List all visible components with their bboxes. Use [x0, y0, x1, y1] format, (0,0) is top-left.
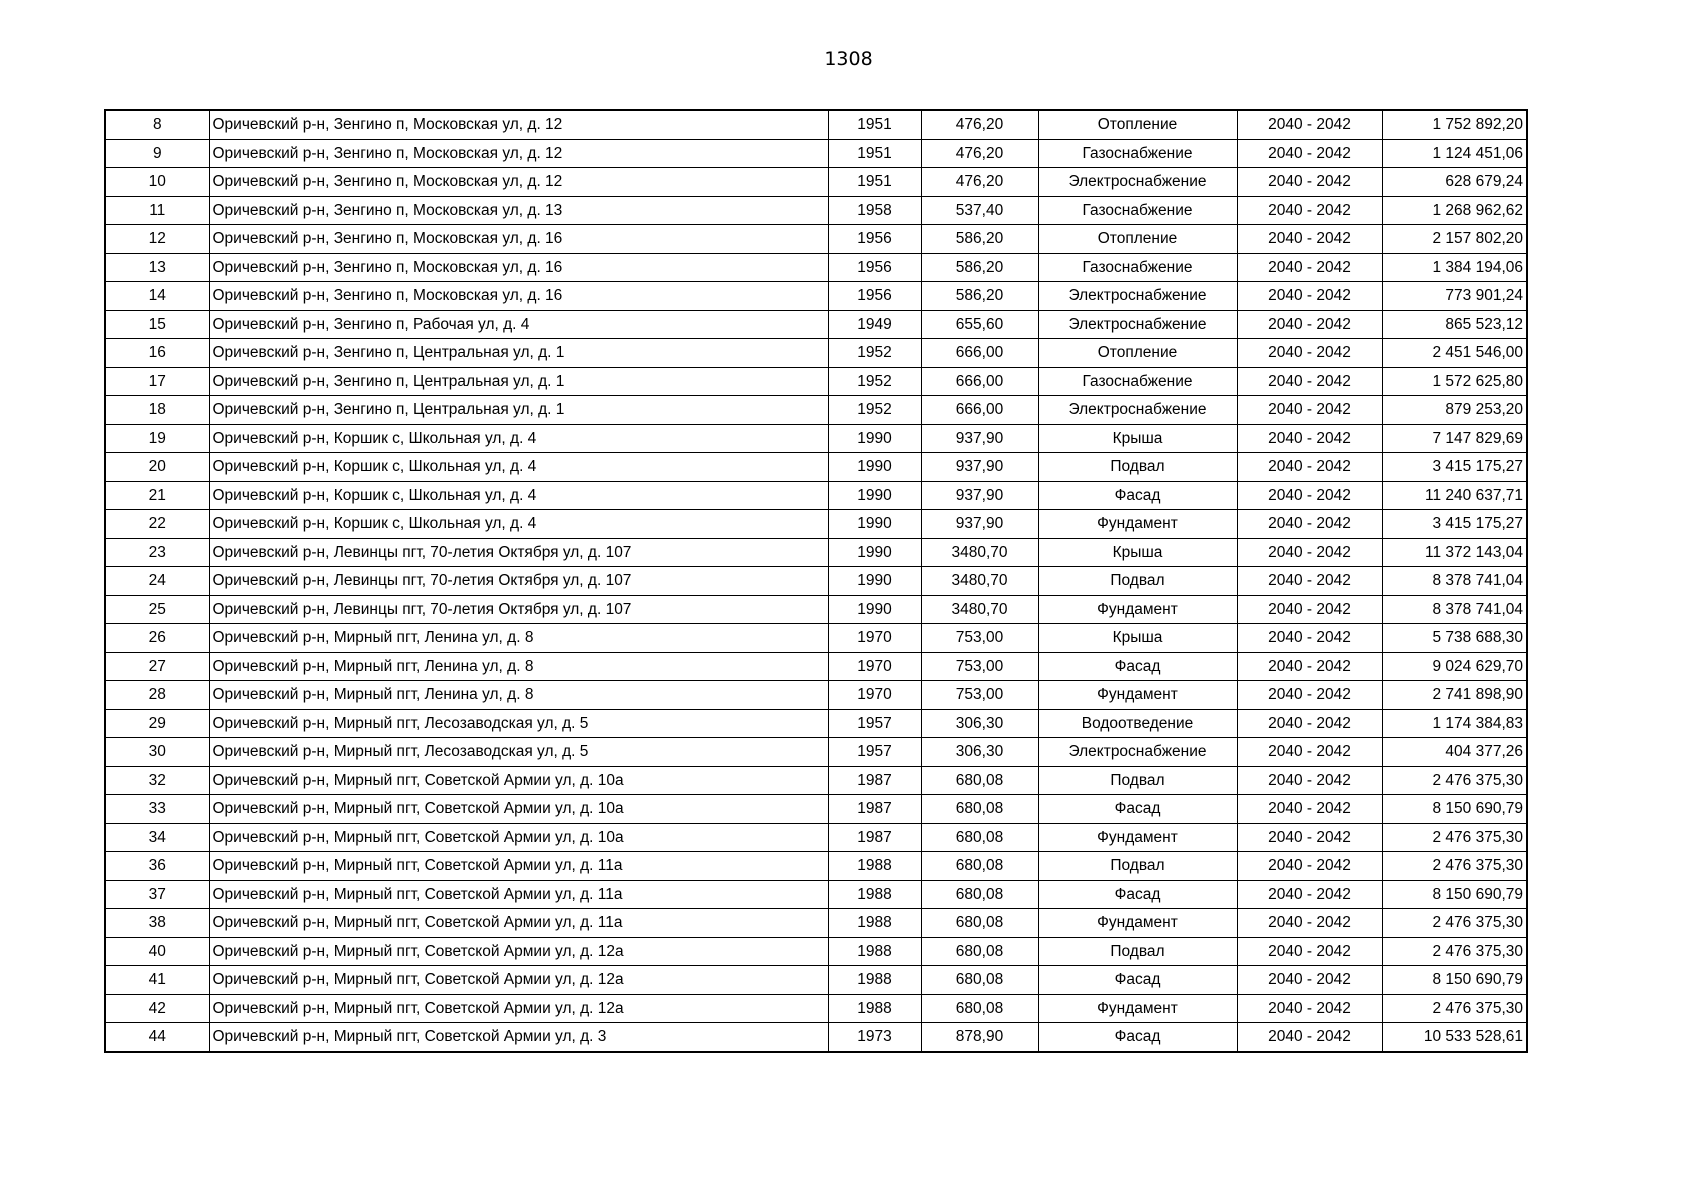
- address-cell: Оричевский р-н, Мирный пгт, Советской Армии ул, д. 12а: [209, 937, 828, 966]
- work-type-cell: Фасад: [1038, 652, 1237, 681]
- table-row: [105, 196, 1527, 225]
- address-cell: Оричевский р-н, Коршик с, Школьная ул, д. 4: [209, 510, 828, 539]
- year-cell: 1956: [828, 282, 921, 311]
- address-cell: Оричевский р-н, Зенгино п, Московская ул, д. 16: [209, 225, 828, 254]
- work-type-cell: Фундамент: [1038, 909, 1237, 938]
- work-type-cell: Газоснабжение: [1038, 196, 1237, 225]
- year-cell: 1970: [828, 652, 921, 681]
- area-cell: 680,08: [921, 994, 1038, 1023]
- area-cell: 937,90: [921, 424, 1038, 453]
- table-row: [105, 538, 1527, 567]
- period-cell: 2040 - 2042: [1237, 795, 1382, 824]
- period-cell: 2040 - 2042: [1237, 196, 1382, 225]
- address-cell: Оричевский р-н, Мирный пгт, Ленина ул, д. 8: [209, 681, 828, 710]
- work-type-cell: Фундамент: [1038, 994, 1237, 1023]
- address-cell: Оричевский р-н, Зенгино п, Московская ул, д. 13: [209, 196, 828, 225]
- year-cell: 1990: [828, 481, 921, 510]
- area-cell: 680,08: [921, 909, 1038, 938]
- table-row: [105, 481, 1527, 510]
- cost-cell: 8 378 741,04: [1382, 595, 1527, 624]
- area-cell: 753,00: [921, 624, 1038, 653]
- period-cell: 2040 - 2042: [1237, 453, 1382, 482]
- cost-cell: 773 901,24: [1382, 282, 1527, 311]
- row-number: 18: [105, 396, 209, 425]
- row-number: 40: [105, 937, 209, 966]
- area-cell: 476,20: [921, 110, 1038, 139]
- cost-cell: 1 124 451,06: [1382, 139, 1527, 168]
- cost-cell: 404 377,26: [1382, 738, 1527, 767]
- row-number: 10: [105, 168, 209, 197]
- row-number: 8: [105, 110, 209, 139]
- cost-cell: 2 157 802,20: [1382, 225, 1527, 254]
- row-number: 27: [105, 652, 209, 681]
- period-cell: 2040 - 2042: [1237, 339, 1382, 368]
- area-cell: 680,08: [921, 795, 1038, 824]
- work-type-cell: Подвал: [1038, 766, 1237, 795]
- row-number: 12: [105, 225, 209, 254]
- area-cell: 306,30: [921, 709, 1038, 738]
- area-cell: 753,00: [921, 652, 1038, 681]
- period-cell: 2040 - 2042: [1237, 282, 1382, 311]
- address-cell: Оричевский р-н, Коршик с, Школьная ул, д. 4: [209, 453, 828, 482]
- period-cell: 2040 - 2042: [1237, 481, 1382, 510]
- cost-cell: 2 476 375,30: [1382, 994, 1527, 1023]
- year-cell: 1957: [828, 738, 921, 767]
- year-cell: 1987: [828, 823, 921, 852]
- year-cell: 1990: [828, 595, 921, 624]
- area-cell: 680,08: [921, 937, 1038, 966]
- period-cell: 2040 - 2042: [1237, 852, 1382, 881]
- period-cell: 2040 - 2042: [1237, 225, 1382, 254]
- area-cell: 655,60: [921, 310, 1038, 339]
- table-row: [105, 738, 1527, 767]
- work-type-cell: Фундамент: [1038, 595, 1237, 624]
- table-row: [105, 709, 1527, 738]
- cost-cell: 1 572 625,80: [1382, 367, 1527, 396]
- row-number: 19: [105, 424, 209, 453]
- year-cell: 1988: [828, 994, 921, 1023]
- address-cell: Оричевский р-н, Зенгино п, Центральная ул, д. 1: [209, 339, 828, 368]
- row-number: 26: [105, 624, 209, 653]
- period-cell: 2040 - 2042: [1237, 766, 1382, 795]
- table-body: [105, 110, 1527, 1052]
- address-cell: Оричевский р-н, Мирный пгт, Советской Армии ул, д. 11а: [209, 909, 828, 938]
- address-cell: Оричевский р-н, Мирный пгт, Ленина ул, д. 8: [209, 624, 828, 653]
- work-type-cell: Электроснабжение: [1038, 282, 1237, 311]
- cost-cell: 10 533 528,61: [1382, 1023, 1527, 1052]
- page-number: 1308: [824, 48, 873, 70]
- address-cell: Оричевский р-н, Мирный пгт, Советской Армии ул, д. 12а: [209, 966, 828, 995]
- area-cell: 680,08: [921, 823, 1038, 852]
- registry-table: [104, 109, 1528, 1053]
- cost-cell: 1 384 194,06: [1382, 253, 1527, 282]
- row-number: 38: [105, 909, 209, 938]
- table-row: [105, 852, 1527, 881]
- area-cell: 666,00: [921, 339, 1038, 368]
- table-row: [105, 168, 1527, 197]
- year-cell: 1988: [828, 966, 921, 995]
- work-type-cell: Фасад: [1038, 481, 1237, 510]
- cost-cell: 2 451 546,00: [1382, 339, 1527, 368]
- work-type-cell: Фасад: [1038, 1023, 1237, 1052]
- row-number: 41: [105, 966, 209, 995]
- cost-cell: 5 738 688,30: [1382, 624, 1527, 653]
- address-cell: Оричевский р-н, Зенгино п, Московская ул, д. 12: [209, 110, 828, 139]
- work-type-cell: Подвал: [1038, 852, 1237, 881]
- period-cell: 2040 - 2042: [1237, 880, 1382, 909]
- period-cell: 2040 - 2042: [1237, 139, 1382, 168]
- row-number: 11: [105, 196, 209, 225]
- work-type-cell: Фундамент: [1038, 510, 1237, 539]
- work-type-cell: Отопление: [1038, 339, 1237, 368]
- year-cell: 1988: [828, 852, 921, 881]
- table-row: [105, 339, 1527, 368]
- cost-cell: 1 752 892,20: [1382, 110, 1527, 139]
- year-cell: 1973: [828, 1023, 921, 1052]
- work-type-cell: Подвал: [1038, 453, 1237, 482]
- table-row: [105, 396, 1527, 425]
- cost-cell: 2 476 375,30: [1382, 937, 1527, 966]
- period-cell: 2040 - 2042: [1237, 966, 1382, 995]
- year-cell: 1987: [828, 766, 921, 795]
- area-cell: 476,20: [921, 168, 1038, 197]
- cost-cell: 2 476 375,30: [1382, 909, 1527, 938]
- area-cell: 937,90: [921, 453, 1038, 482]
- cost-cell: 1 174 384,83: [1382, 709, 1527, 738]
- row-number: 22: [105, 510, 209, 539]
- table-row: [105, 681, 1527, 710]
- area-cell: 937,90: [921, 510, 1038, 539]
- row-number: 42: [105, 994, 209, 1023]
- table-row: [105, 652, 1527, 681]
- cost-cell: 628 679,24: [1382, 168, 1527, 197]
- row-number: 23: [105, 538, 209, 567]
- table-row: [105, 567, 1527, 596]
- area-cell: 666,00: [921, 396, 1038, 425]
- address-cell: Оричевский р-н, Мирный пгт, Лесозаводская ул, д. 5: [209, 709, 828, 738]
- area-cell: 476,20: [921, 139, 1038, 168]
- year-cell: 1987: [828, 795, 921, 824]
- table-row: [105, 1023, 1527, 1052]
- table-row: [105, 367, 1527, 396]
- table-row: [105, 424, 1527, 453]
- address-cell: Оричевский р-н, Зенгино п, Московская ул, д. 16: [209, 282, 828, 311]
- area-cell: 3480,70: [921, 567, 1038, 596]
- year-cell: 1990: [828, 424, 921, 453]
- work-type-cell: Фасад: [1038, 880, 1237, 909]
- table-row: [105, 937, 1527, 966]
- year-cell: 1952: [828, 339, 921, 368]
- table-row: [105, 139, 1527, 168]
- year-cell: 1990: [828, 538, 921, 567]
- row-number: 16: [105, 339, 209, 368]
- period-cell: 2040 - 2042: [1237, 937, 1382, 966]
- work-type-cell: Фундамент: [1038, 681, 1237, 710]
- year-cell: 1956: [828, 225, 921, 254]
- address-cell: Оричевский р-н, Зенгино п, Рабочая ул, д. 4: [209, 310, 828, 339]
- cost-cell: 2 741 898,90: [1382, 681, 1527, 710]
- cost-cell: 865 523,12: [1382, 310, 1527, 339]
- cost-cell: 3 415 175,27: [1382, 510, 1527, 539]
- work-type-cell: Крыша: [1038, 424, 1237, 453]
- table-row: [105, 994, 1527, 1023]
- year-cell: 1988: [828, 909, 921, 938]
- period-cell: 2040 - 2042: [1237, 994, 1382, 1023]
- row-number: 21: [105, 481, 209, 510]
- work-type-cell: Электроснабжение: [1038, 738, 1237, 767]
- area-cell: 3480,70: [921, 538, 1038, 567]
- year-cell: 1970: [828, 681, 921, 710]
- year-cell: 1990: [828, 567, 921, 596]
- period-cell: 2040 - 2042: [1237, 168, 1382, 197]
- work-type-cell: Отопление: [1038, 225, 1237, 254]
- address-cell: Оричевский р-н, Зенгино п, Центральная ул, д. 1: [209, 396, 828, 425]
- year-cell: 1952: [828, 367, 921, 396]
- work-type-cell: Электроснабжение: [1038, 310, 1237, 339]
- work-type-cell: Электроснабжение: [1038, 396, 1237, 425]
- cost-cell: 8 378 741,04: [1382, 567, 1527, 596]
- year-cell: 1956: [828, 253, 921, 282]
- work-type-cell: Электроснабжение: [1038, 168, 1237, 197]
- table-row: [105, 110, 1527, 139]
- period-cell: 2040 - 2042: [1237, 909, 1382, 938]
- row-number: 44: [105, 1023, 209, 1052]
- year-cell: 1949: [828, 310, 921, 339]
- address-cell: Оричевский р-н, Мирный пгт, Советской Армии ул, д. 3: [209, 1023, 828, 1052]
- period-cell: 2040 - 2042: [1237, 681, 1382, 710]
- table-row: [105, 795, 1527, 824]
- table-row: [105, 909, 1527, 938]
- address-cell: Оричевский р-н, Мирный пгт, Советской Армии ул, д. 10а: [209, 795, 828, 824]
- period-cell: 2040 - 2042: [1237, 367, 1382, 396]
- area-cell: 666,00: [921, 367, 1038, 396]
- address-cell: Оричевский р-н, Зенгино п, Московская ул, д. 12: [209, 139, 828, 168]
- year-cell: 1988: [828, 880, 921, 909]
- address-cell: Оричевский р-н, Зенгино п, Московская ул, д. 16: [209, 253, 828, 282]
- cost-cell: 8 150 690,79: [1382, 795, 1527, 824]
- address-cell: Оричевский р-н, Мирный пгт, Советской Армии ул, д. 10а: [209, 823, 828, 852]
- period-cell: 2040 - 2042: [1237, 110, 1382, 139]
- period-cell: 2040 - 2042: [1237, 567, 1382, 596]
- work-type-cell: Крыша: [1038, 624, 1237, 653]
- row-number: 28: [105, 681, 209, 710]
- row-number: 30: [105, 738, 209, 767]
- period-cell: 2040 - 2042: [1237, 652, 1382, 681]
- year-cell: 1951: [828, 139, 921, 168]
- cost-cell: 2 476 375,30: [1382, 823, 1527, 852]
- area-cell: 680,08: [921, 966, 1038, 995]
- year-cell: 1952: [828, 396, 921, 425]
- year-cell: 1957: [828, 709, 921, 738]
- table-row: [105, 253, 1527, 282]
- year-cell: 1990: [828, 453, 921, 482]
- area-cell: 537,40: [921, 196, 1038, 225]
- address-cell: Оричевский р-н, Мирный пгт, Советской Армии ул, д. 11а: [209, 880, 828, 909]
- table-row: [105, 595, 1527, 624]
- period-cell: 2040 - 2042: [1237, 396, 1382, 425]
- row-number: 13: [105, 253, 209, 282]
- area-cell: 680,08: [921, 766, 1038, 795]
- area-cell: 937,90: [921, 481, 1038, 510]
- year-cell: 1958: [828, 196, 921, 225]
- address-cell: Оричевский р-н, Мирный пгт, Советской Армии ул, д. 12а: [209, 994, 828, 1023]
- row-number: 14: [105, 282, 209, 311]
- row-number: 25: [105, 595, 209, 624]
- cost-cell: 3 415 175,27: [1382, 453, 1527, 482]
- cost-cell: 8 150 690,79: [1382, 966, 1527, 995]
- address-cell: Оричевский р-н, Левинцы пгт, 70-летия Октября ул, д. 107: [209, 567, 828, 596]
- row-number: 20: [105, 453, 209, 482]
- period-cell: 2040 - 2042: [1237, 1023, 1382, 1052]
- area-cell: 306,30: [921, 738, 1038, 767]
- work-type-cell: Газоснабжение: [1038, 367, 1237, 396]
- work-type-cell: Водоотведение: [1038, 709, 1237, 738]
- work-type-cell: Фасад: [1038, 795, 1237, 824]
- address-cell: Оричевский р-н, Мирный пгт, Ленина ул, д. 8: [209, 652, 828, 681]
- period-cell: 2040 - 2042: [1237, 424, 1382, 453]
- address-cell: Оричевский р-н, Мирный пгт, Советской Армии ул, д. 11а: [209, 852, 828, 881]
- row-number: 34: [105, 823, 209, 852]
- address-cell: Оричевский р-н, Коршик с, Школьная ул, д. 4: [209, 424, 828, 453]
- period-cell: 2040 - 2042: [1237, 510, 1382, 539]
- period-cell: 2040 - 2042: [1237, 253, 1382, 282]
- work-type-cell: Газоснабжение: [1038, 139, 1237, 168]
- year-cell: 1951: [828, 168, 921, 197]
- year-cell: 1990: [828, 510, 921, 539]
- row-number: 36: [105, 852, 209, 881]
- row-number: 33: [105, 795, 209, 824]
- cost-cell: 2 476 375,30: [1382, 852, 1527, 881]
- period-cell: 2040 - 2042: [1237, 595, 1382, 624]
- table-row: [105, 453, 1527, 482]
- area-cell: 680,08: [921, 880, 1038, 909]
- period-cell: 2040 - 2042: [1237, 310, 1382, 339]
- period-cell: 2040 - 2042: [1237, 624, 1382, 653]
- cost-cell: 11 372 143,04: [1382, 538, 1527, 567]
- row-number: 24: [105, 567, 209, 596]
- cost-cell: 9 024 629,70: [1382, 652, 1527, 681]
- period-cell: 2040 - 2042: [1237, 538, 1382, 567]
- table-row: [105, 624, 1527, 653]
- address-cell: Оричевский р-н, Мирный пгт, Лесозаводская ул, д. 5: [209, 738, 828, 767]
- table-row: [105, 823, 1527, 852]
- row-number: 29: [105, 709, 209, 738]
- table-row: [105, 225, 1527, 254]
- table-row: [105, 510, 1527, 539]
- work-type-cell: Газоснабжение: [1038, 253, 1237, 282]
- cost-cell: 879 253,20: [1382, 396, 1527, 425]
- cost-cell: 1 268 962,62: [1382, 196, 1527, 225]
- area-cell: 878,90: [921, 1023, 1038, 1052]
- address-cell: Оричевский р-н, Зенгино п, Центральная ул, д. 1: [209, 367, 828, 396]
- address-cell: Оричевский р-н, Мирный пгт, Советской Армии ул, д. 10а: [209, 766, 828, 795]
- area-cell: 586,20: [921, 282, 1038, 311]
- table-row: [105, 282, 1527, 311]
- row-number: 32: [105, 766, 209, 795]
- table-row: [105, 966, 1527, 995]
- address-cell: Оричевский р-н, Коршик с, Школьная ул, д. 4: [209, 481, 828, 510]
- table-row: [105, 880, 1527, 909]
- table-row: [105, 310, 1527, 339]
- area-cell: 586,20: [921, 253, 1038, 282]
- work-type-cell: Крыша: [1038, 538, 1237, 567]
- work-type-cell: Подвал: [1038, 567, 1237, 596]
- table-row: [105, 766, 1527, 795]
- cost-cell: 11 240 637,71: [1382, 481, 1527, 510]
- work-type-cell: Фундамент: [1038, 823, 1237, 852]
- address-cell: Оричевский р-н, Зенгино п, Московская ул, д. 12: [209, 168, 828, 197]
- year-cell: 1951: [828, 110, 921, 139]
- period-cell: 2040 - 2042: [1237, 823, 1382, 852]
- work-type-cell: Подвал: [1038, 937, 1237, 966]
- area-cell: 586,20: [921, 225, 1038, 254]
- area-cell: 753,00: [921, 681, 1038, 710]
- row-number: 9: [105, 139, 209, 168]
- cost-cell: 8 150 690,79: [1382, 880, 1527, 909]
- row-number: 15: [105, 310, 209, 339]
- cost-cell: 7 147 829,69: [1382, 424, 1527, 453]
- period-cell: 2040 - 2042: [1237, 709, 1382, 738]
- work-type-cell: Отопление: [1038, 110, 1237, 139]
- address-cell: Оричевский р-н, Левинцы пгт, 70-летия Октября ул, д. 107: [209, 538, 828, 567]
- row-number: 37: [105, 880, 209, 909]
- work-type-cell: Фасад: [1038, 966, 1237, 995]
- area-cell: 680,08: [921, 852, 1038, 881]
- year-cell: 1970: [828, 624, 921, 653]
- area-cell: 3480,70: [921, 595, 1038, 624]
- address-cell: Оричевский р-н, Левинцы пгт, 70-летия Октября ул, д. 107: [209, 595, 828, 624]
- cost-cell: 2 476 375,30: [1382, 766, 1527, 795]
- year-cell: 1988: [828, 937, 921, 966]
- row-number: 17: [105, 367, 209, 396]
- period-cell: 2040 - 2042: [1237, 738, 1382, 767]
